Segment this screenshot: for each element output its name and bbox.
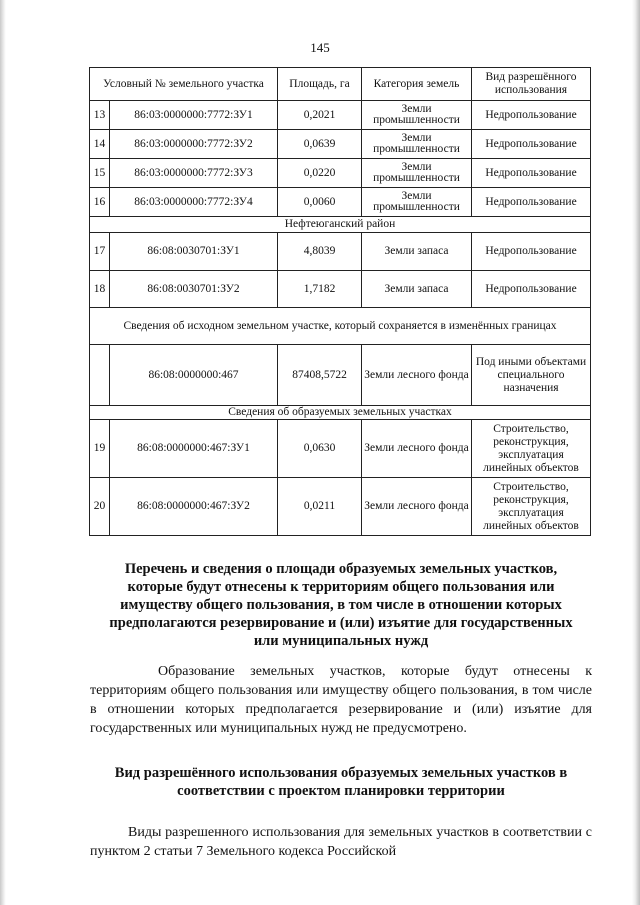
plot-area: 0,0639	[278, 130, 362, 159]
plot-id: 86:08:0030701:ЗУ1	[110, 233, 278, 271]
district-name: Нефтеюганский район	[90, 217, 591, 233]
district-row	[90, 217, 591, 233]
plot-category: Земли промышленности	[362, 159, 472, 188]
plot-id: 86:03:0000000:7772:ЗУ3	[110, 159, 278, 188]
row-number: 19	[90, 420, 110, 478]
section-text-permitted-use: Виды разрешенного использования для земельных участков в соответствии с пунктом 2 статьи 7 Земельного кодекса Российской	[90, 825, 592, 859]
table-row	[90, 233, 591, 271]
header-area: Площадь, га	[278, 68, 362, 101]
table-row	[90, 159, 591, 188]
row-number: 14	[90, 130, 110, 159]
source-heading-row	[90, 308, 591, 345]
plot-area: 4,8039	[278, 233, 362, 271]
scan-edge-left	[0, 0, 6, 905]
plot-use: Строительство, реконструкция, эксплуатация линейных объектов	[472, 420, 591, 478]
plot-id: 86:08:0000000:467	[110, 345, 278, 406]
plot-id: 86:08:0000000:467:ЗУ2	[110, 478, 278, 536]
row-number: 15	[90, 159, 110, 188]
plot-id: 86:08:0030701:ЗУ2	[110, 271, 278, 308]
plot-category: Земли лесного фонда	[362, 420, 472, 478]
plot-id: 86:08:0000000:467:ЗУ1	[110, 420, 278, 478]
plot-category: Земли лесного фонда	[362, 345, 472, 406]
table-row	[90, 101, 591, 130]
row-number: 17	[90, 233, 110, 271]
section-heading-public-plots: Перечень и сведения о площади образуемых земельных участков, которые будут отнесены к территориям общего пользования или имуществу общего пользования, в том числе в отношении которых предполагаются резервирование и (или) изъятие для государственных или муниципальных нужд	[109, 561, 573, 649]
row-number: 13	[90, 101, 110, 130]
plot-area: 0,0211	[278, 478, 362, 536]
table-header-row	[90, 68, 591, 101]
source-plot-heading: Сведения об исходном земельном участке, который сохраняется в изменённых границах	[90, 308, 591, 345]
plot-id: 86:03:0000000:7772:ЗУ2	[110, 130, 278, 159]
section-heading-permitted-use: Вид разрешённого использования образуемых земельных участков в соответствии с проектом планировки территории	[114, 765, 568, 799]
page-number: 145	[310, 40, 330, 55]
plot-use: Недропользование	[472, 271, 591, 308]
table-row	[90, 188, 591, 217]
plot-use: Недропользование	[472, 188, 591, 217]
plot-use: Недропользование	[472, 233, 591, 271]
plot-area: 0,0060	[278, 188, 362, 217]
section-text-public-plots: Образование земельных участков, которые будут отнесены к территориям общего пользования или имуществу общего пользования, в том числе в отношении которых предполагается резервирование и (или) изъятие для государственных или муниципальных нужд не предусмотрено.	[90, 664, 592, 736]
table-row	[90, 478, 591, 536]
table-row	[90, 130, 591, 159]
plot-category: Земли запаса	[362, 271, 472, 308]
plot-category: Земли лесного фонда	[362, 478, 472, 536]
header-permitted-use: Вид разрешённого использования	[472, 68, 591, 101]
plot-id: 86:03:0000000:7772:ЗУ1	[110, 101, 278, 130]
plot-area: 87408,5722	[278, 345, 362, 406]
header-category: Категория земель	[362, 68, 472, 101]
plot-category: Земли промышленности	[362, 101, 472, 130]
plot-use: Под иными объектами специального назначения	[472, 345, 591, 406]
plot-area: 0,2021	[278, 101, 362, 130]
plot-use: Недропользование	[472, 159, 591, 188]
formed-heading-row	[90, 406, 591, 420]
row-number: 20	[90, 478, 110, 536]
scan-edge-right	[632, 0, 640, 905]
land-plots-table	[89, 67, 591, 536]
plot-area: 1,7182	[278, 271, 362, 308]
plot-area: 0,0630	[278, 420, 362, 478]
table-row	[90, 420, 591, 478]
table-row	[90, 271, 591, 308]
plot-use: Недропользование	[472, 101, 591, 130]
plot-category: Земли промышленности	[362, 188, 472, 217]
table-row	[90, 345, 591, 406]
row-number: 16	[90, 188, 110, 217]
formed-plots-heading: Сведения об образуемых земельных участках	[90, 406, 591, 420]
plot-category: Земли запаса	[362, 233, 472, 271]
plot-use: Недропользование	[472, 130, 591, 159]
header-plot-number: Условный № земельного участка	[90, 68, 278, 101]
plot-id: 86:03:0000000:7772:ЗУ4	[110, 188, 278, 217]
row-number: 18	[90, 271, 110, 308]
plot-use: Строительство, реконструкция, эксплуатация линейных объектов	[472, 478, 591, 536]
row-number	[90, 345, 110, 406]
plot-area: 0,0220	[278, 159, 362, 188]
plot-category: Земли промышленности	[362, 130, 472, 159]
